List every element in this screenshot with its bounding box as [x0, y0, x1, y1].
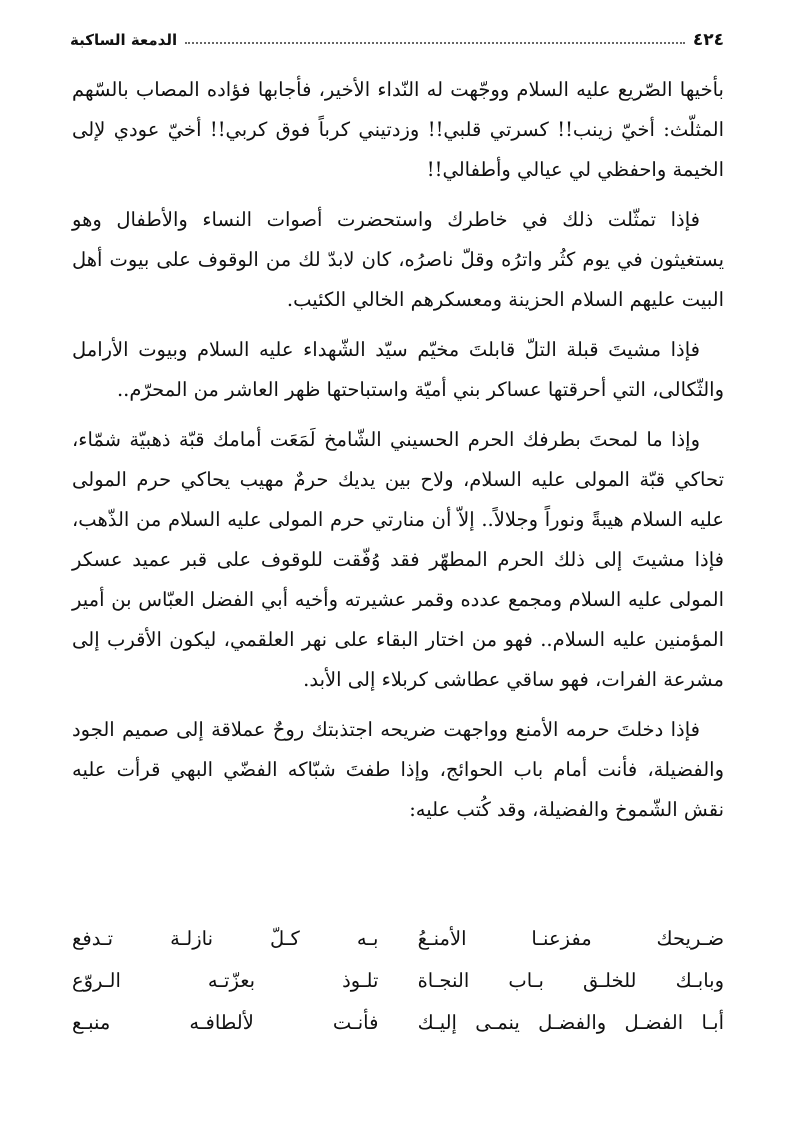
poem-left-hemistich: بـه كـلّ نازلـة تـدفع: [72, 927, 379, 950]
paragraph-2: فإذا تمثّلت ذلك في خاطرك واستحضرت أصوات النساء والأطفال وهو يستغيثون في يوم كثُر واترُه وقلّ ناصرُه، كان لابدّ لك من الوقوف على بيوت أهل البيت عليهم السلام الحزينة ومعسكرهم الخالي الكئيب.: [72, 208, 724, 311]
poem-right-hemistich: أبـا الفضـل والفضـل ينمـى إليـك: [417, 1011, 724, 1034]
page-number: ٤٢٤: [692, 30, 724, 50]
paragraph-3: فإذا مشيتَ قبلة التلّ قابلتَ مخيّم سيّد الشّهداء عليه السلام وبيوت الأرامل والثّكالى، التي أحرقتها عساكر بني أميّة واستباحتها ظهر العاشر من المحرّم..: [72, 338, 724, 401]
paragraph-4: وإذا ما لمحتَ بطرفك الحرم الحسيني الشّامخ لَمَعَت أمامك قبّة ذهبيّة شمّاء، تحاكي قبّة المولى عليه السلام، ولاح بين يديك حرمٌ مهيب يحاكي حرم المولى عليه السلام هيبةً ونوراً وجلالاً.. إلاّ أن منارتي حرم المولى عليه السلام من الذّهب، فإذا مشيتَ إلى ذلك الحرم المطهّر فقد وُفّقت للوقوف على قبر عميد عسكر المولى عليه السلام ومجمع عدده وقمر عشيرته وأخيه أبي الفضل العبّاس بن أمير المؤمنين عليه السلام.. فهو من اختار البقاء على نهر العلقمي، ليكون الأقرب إلى مشرعة الفرات، فهو ساقي عطاشى كربلاء إلى الأبد.: [72, 428, 724, 691]
poem-right-hemistich: وبابـك للخلـق بـاب النجـاة: [417, 969, 724, 992]
header-dotted-leader: [185, 42, 685, 44]
book-title: الدمعة الساكبة: [70, 31, 178, 49]
paragraph-5: فإذا دخلتَ حرمه الأمنع وواجهت ضريحه اجتذبتك روحٌ عملاقة إلى صميم الجود والفضيلة، فأنت أمام باب الحوائج، وإذا طفتَ شبّاكه الفضّي البهي قرأت عليه نقش الشّموخ والفضيلة، وقد كُتب عليه:: [72, 718, 724, 821]
poem-right-hemistich: ضـريحك مفزعنـا الأمنـعُ: [417, 927, 724, 950]
paragraph-1: بأخيها الصّريع عليه السلام ووجّهت له النّداء الأخير، فأجابها فؤاده المصاب بالسّهم المثلّث: أخيّ زينب!! كسرتي قلبي!! وزدتيني كرباً فوق كربي!! أخيّ عودي لإلى الخيمة واحفظي لي عيالي وأطفالي!!: [72, 78, 724, 181]
poem-verse: [72, 960, 724, 1002]
body-text: [72, 70, 724, 840]
poem: [72, 918, 724, 1044]
poem-verse: [72, 1002, 724, 1044]
poem-verse: [72, 918, 724, 960]
poem-left-hemistich: تلـوذ بعزّتـه الـروّع: [72, 969, 379, 992]
page-header: [70, 28, 724, 52]
poem-left-hemistich: فأنـت لألطافـه منبـع: [72, 1011, 379, 1034]
